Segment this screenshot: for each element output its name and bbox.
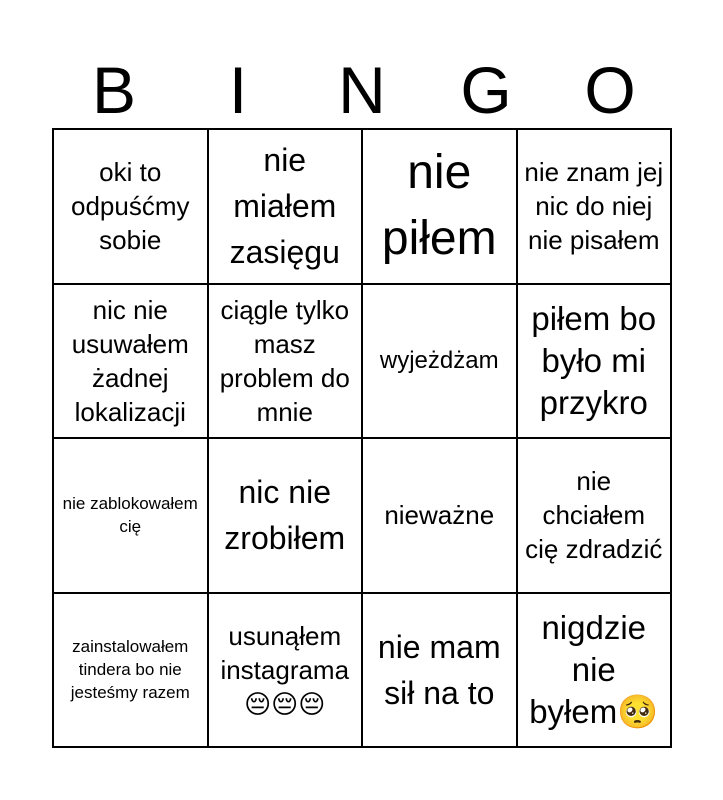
cell-text: nie piłem: [381, 146, 497, 266]
bingo-cell[interactable]: [518, 439, 673, 594]
bingo-cell[interactable]: [54, 594, 209, 749]
cell-text: nie chciałem cię zdradzić: [525, 466, 663, 565]
bingo-cell[interactable]: [209, 594, 364, 749]
bingo-cell[interactable]: [54, 130, 209, 285]
bingo-cell[interactable]: [54, 439, 209, 594]
cell-text: oki to odpuśćmy sobie: [71, 157, 190, 256]
cell-text: usunąłem instagrama 😔😔😔: [220, 620, 350, 719]
cell-text: nie mam sił na to: [377, 628, 501, 711]
cell-text: nie miałem zasięgu: [229, 142, 340, 271]
header-letter-o: O: [584, 53, 636, 127]
bingo-cell[interactable]: [363, 130, 518, 285]
bingo-cell[interactable]: [209, 285, 364, 440]
bingo-header: [52, 50, 672, 130]
bingo-cell[interactable]: [363, 285, 518, 440]
bingo-cell[interactable]: [54, 285, 209, 440]
bingo-grid: [52, 128, 672, 748]
cell-text: nie zablokowałem cię: [62, 494, 198, 537]
bingo-cell[interactable]: [209, 439, 364, 594]
header-letter-b: B: [91, 53, 137, 127]
bingo-cell[interactable]: [209, 130, 364, 285]
cell-text: nic nie usuwałem żadnej lokalizacji: [71, 294, 189, 427]
header-letter-i: I: [228, 53, 248, 127]
cell-text: nigdzie nie byłem🥺: [529, 608, 659, 730]
cell-text: wyjeżdżam: [379, 346, 499, 374]
bingo-cell[interactable]: [518, 285, 673, 440]
bingo-cell[interactable]: [518, 130, 673, 285]
cell-text: zainstalowałem tindera bo nie jesteśmy razem: [70, 637, 190, 703]
cell-text: nie znam jej nic do niej nie pisałem: [524, 157, 664, 256]
bingo-cell[interactable]: [363, 439, 518, 594]
header-letter-n: N: [338, 53, 386, 127]
cell-text: nic nie zrobiłem: [224, 474, 346, 557]
bingo-cell[interactable]: [518, 594, 673, 749]
cell-text: nieważne: [384, 500, 495, 531]
cell-text: ciągle tylko masz problem do mnie: [219, 294, 350, 427]
header-letter-g: G: [460, 53, 512, 127]
cell-text: piłem bo było mi przykro: [531, 299, 657, 421]
bingo-cell[interactable]: [363, 594, 518, 749]
